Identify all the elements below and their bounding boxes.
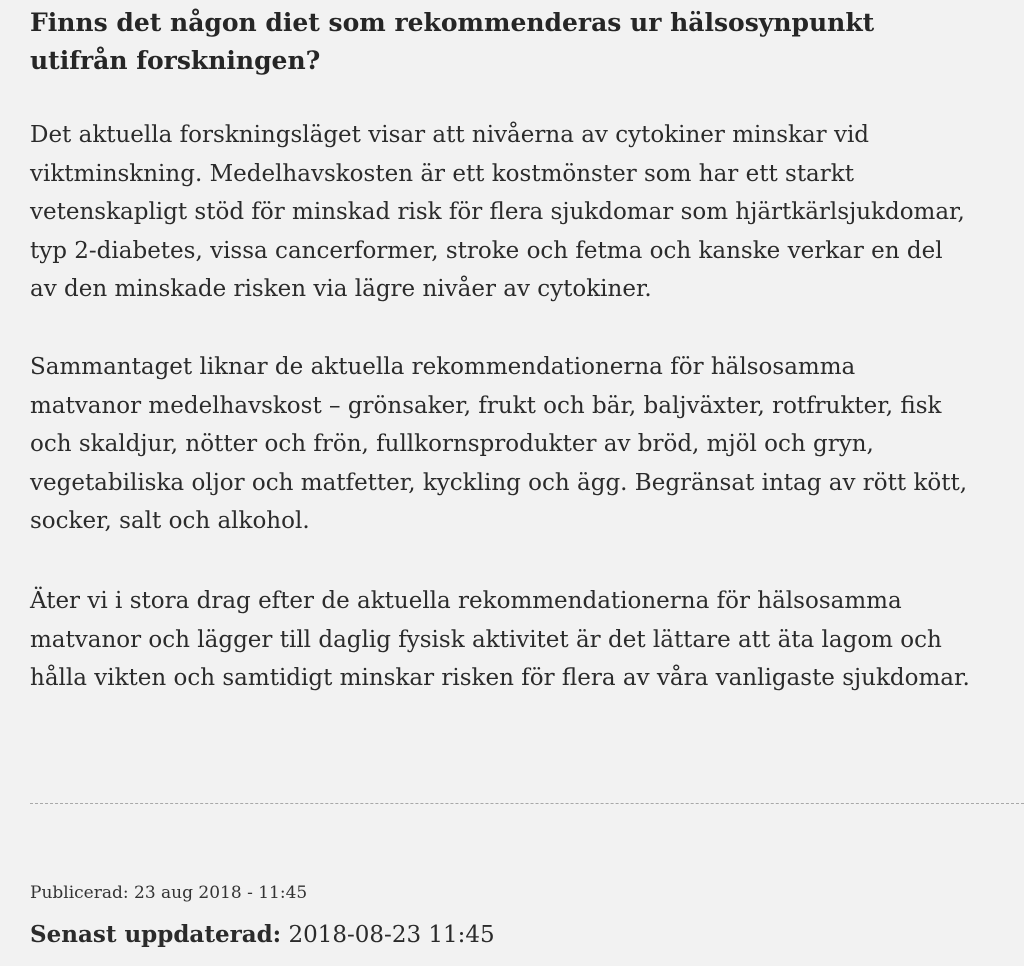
paragraph-recommendations: Sammantaget liknar de aktuella rekommendationerna för hälsosamma matvanor medelhavskost – grönsaker, frukt och bär, baljväxter, rotfrukter, fisk och skaldjur, nötter och frön, fullkornsprodukter av bröd, mjöl och gryn, vegetabiliska oljor och matfetter, kyckling och ägg. Begränsat intag av rött kött, socker, salt och alkohol. [30,354,968,534]
section-heading: Finns det någon diet som rekommenderas ur hälsosynpunkt utifrån forskningen? [30,8,875,75]
article-body [30,0,1010,691]
published-date: Publicerad: 23 aug 2018 - 11:45 [30,883,308,903]
paragraph-conclusion: Äter vi i stora drag efter de aktuella rekommendationerna för hälsosamma matvanor och lägger till daglig fysisk aktivitet är det lättare att äta lagom och hålla vikten och samtidigt minskar risken för flera av våra vanligaste sjukdomar. [30,588,970,691]
last-updated [30,918,495,952]
dashed-divider [30,803,1024,804]
paragraph-research: Det aktuella forskningsläget visar att nivåerna av cytokiner minskar vid viktminskning. Medelhavskosten är ett kostmönster som har ett starkt vetenskapligt stöd för minskad risk för flera sjukdomar som hjärtkärlsjukdomar, typ 2-diabetes, vissa cancerformer, stroke och fetma och kanske verkar en del av den minskade risken via lägre nivåer av cytokiner. [30,122,965,302]
last-updated-label: Senast uppdaterad: [30,921,282,948]
last-updated-value: 2018-08-23 11:45 [281,922,495,948]
